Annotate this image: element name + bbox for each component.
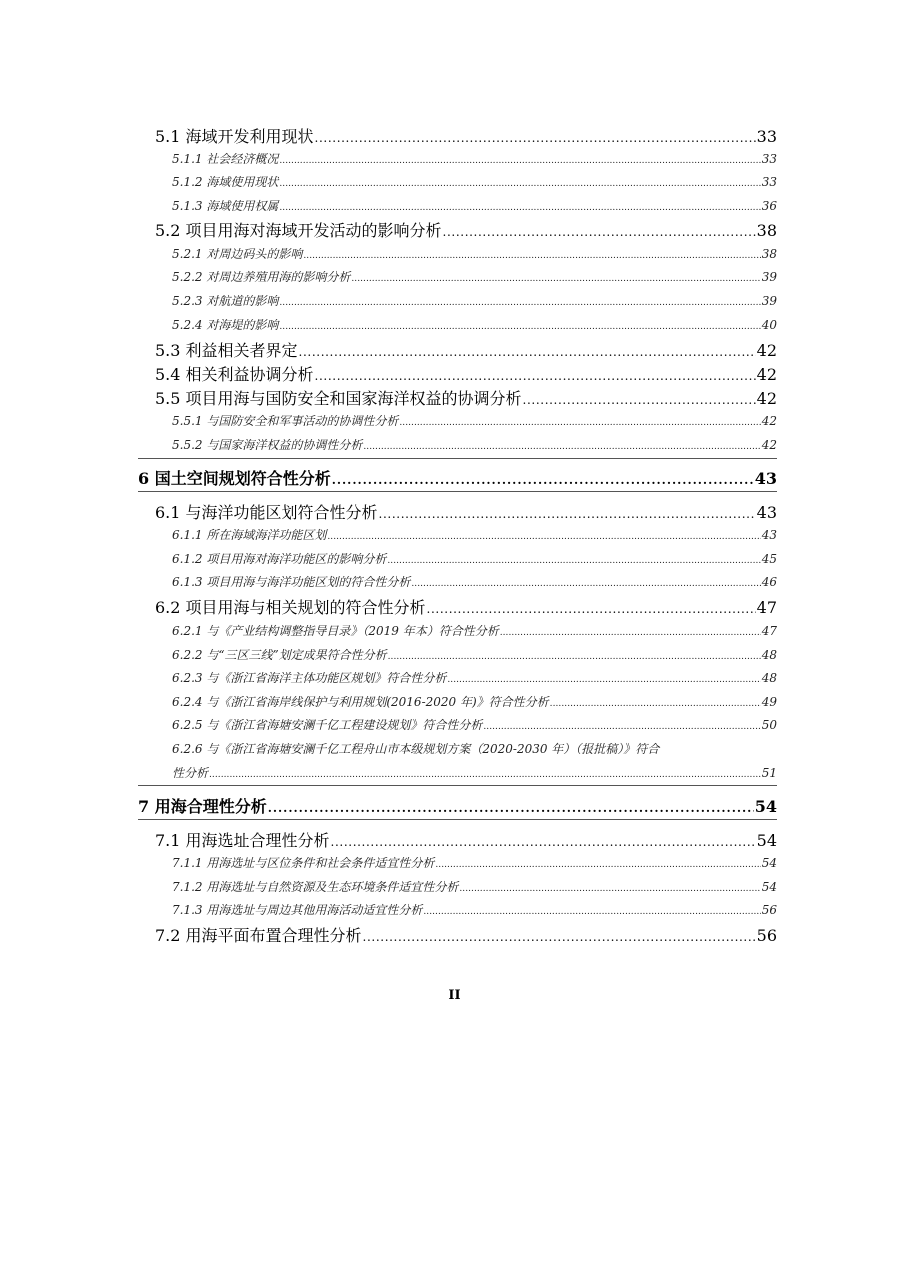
dot-leader: [327, 532, 760, 542]
toc-label: 7.1.1 用海选址与区位条件和社会条件适宜性分析: [172, 856, 435, 870]
toc-page-number: 42: [756, 341, 777, 360]
toc-label: 7.2 用海平面布置合理性分析: [155, 926, 362, 945]
toc-label: 6 国土空间规划符合性分析: [138, 469, 331, 488]
toc-page-number: 56: [761, 903, 777, 917]
toc-label: 5.3 利益相关者界定: [155, 341, 298, 360]
toc-label: 5.4 相关利益协调分析: [155, 365, 314, 384]
section-divider: [138, 491, 777, 492]
toc-label: 6.2.3 与《浙江省海洋主体功能区规划》符合性分析: [172, 671, 447, 685]
toc-label: 5.5.1 与国防安全和军事活动的协调性分析: [172, 414, 399, 428]
toc-entry-5-5[interactable]: [155, 386, 777, 408]
dot-leader: [411, 579, 760, 589]
toc-page-number: 43: [754, 469, 777, 488]
toc-label: 7.1.3 用海选址与周边其他用海活动适宜性分析: [172, 903, 423, 917]
dot-leader: [279, 298, 760, 308]
toc-entry-6-2-6-line1[interactable]: 6.2.6 与《浙江省海塘安澜千亿工程舟山市本级规划方案（2020-2030 年）（报批稿）》符合: [172, 742, 660, 756]
dot-leader: [387, 556, 760, 566]
toc-entry-6-2-3[interactable]: [172, 669, 777, 687]
toc-label: 5.5.2 与国家海洋权益的协调性分析: [172, 438, 363, 452]
toc-label: 6.1 与海洋功能区划符合性分析: [155, 503, 378, 522]
toc-page-number: 43: [761, 528, 777, 542]
toc-label: 6.1.3 项目用海与海洋功能区划的符合性分析: [172, 575, 411, 589]
toc-entry-5-4[interactable]: [155, 362, 777, 384]
toc-entry-5-2-4[interactable]: [172, 316, 777, 334]
toc-label: 6.1.2 项目用海对海洋功能区的影响分析: [172, 552, 387, 566]
toc-entry-5-1-3[interactable]: [172, 197, 777, 215]
toc-entry-5-1[interactable]: [155, 124, 777, 146]
dot-leader: [443, 225, 756, 239]
toc-page-number: 43: [756, 503, 777, 522]
toc-page-number: 39: [761, 270, 777, 284]
toc-entry-7-1-3[interactable]: [172, 901, 777, 919]
dot-leader: [363, 930, 756, 944]
toc-label: 6.2.5 与《浙江省海塘安澜千亿工程建设规划》符合性分析: [172, 718, 483, 732]
toc-label: 5.1.1 社会经济概况: [172, 152, 279, 166]
section-divider: [138, 458, 777, 459]
toc-page-number: 47: [756, 598, 777, 617]
toc-entry-7-1-1[interactable]: [172, 854, 777, 872]
dot-leader: [399, 418, 760, 428]
toc-entry-6-2-1[interactable]: [172, 622, 777, 640]
dot-leader: [423, 907, 760, 917]
toc-label: 5.2 项目用海对海域开发活动的影响分析: [155, 221, 442, 240]
toc-label: 5.2.1 对周边码头的影响: [172, 247, 303, 261]
toc-label: 5.1.3 海域使用权属: [172, 199, 279, 213]
page-number-footer: II: [448, 988, 461, 1003]
dot-leader: [279, 203, 760, 213]
toc-entry-7-1[interactable]: [155, 828, 777, 850]
toc-entry-7[interactable]: [138, 794, 777, 816]
toc-entry-5-2-2[interactable]: [172, 268, 777, 286]
toc-entry-7-2[interactable]: [155, 923, 777, 945]
dot-leader: [427, 602, 756, 616]
toc-label: 7.1.2 用海选址与自然资源及生态环境条件适宜性分析: [172, 880, 459, 894]
toc-label: 5.2.4 对海堤的影响: [172, 318, 279, 332]
toc-page-number: 33: [756, 127, 777, 146]
toc-page-number: 38: [756, 221, 777, 240]
toc-entry-6[interactable]: [138, 466, 777, 488]
toc-label: 6.2.4 与《浙江省海岸线保护与利用规划(2016-2020 年)》符合性分析: [172, 695, 549, 709]
dot-leader: [447, 675, 760, 685]
dot-leader: [303, 251, 760, 261]
toc-page-number: 38: [761, 247, 777, 261]
toc-entry-5-2[interactable]: [155, 218, 777, 240]
toc-page-number: 42: [756, 365, 777, 384]
toc-label: 性分析: [172, 766, 209, 780]
dot-leader: [279, 179, 760, 189]
toc-page-number: 54: [761, 880, 777, 894]
dot-leader: [315, 131, 756, 145]
toc-page-number: 36: [761, 199, 777, 213]
toc-label: 6.2.2 与“三区三线”划定成果符合性分析: [172, 648, 387, 662]
dot-leader: [363, 442, 760, 452]
toc-page-number: 48: [761, 648, 777, 662]
dot-leader: [523, 393, 756, 407]
toc-page-number: 48: [761, 671, 777, 685]
toc-page-number: 56: [756, 926, 777, 945]
toc-entry-6-1[interactable]: [155, 500, 777, 522]
toc-entry-5-3[interactable]: [155, 338, 777, 360]
section-divider: [138, 819, 777, 820]
toc-entry-6-2[interactable]: [155, 595, 777, 617]
toc-page-number: 54: [754, 797, 777, 816]
dot-leader: [550, 699, 761, 709]
dot-leader: [299, 345, 756, 359]
toc-page-number: 45: [761, 552, 777, 566]
toc-page-number: 42: [761, 414, 777, 428]
toc-entry-7-1-2[interactable]: [172, 878, 777, 896]
toc-page-number: 33: [761, 152, 777, 166]
toc-label: 7 用海合理性分析: [138, 797, 267, 816]
toc-label: 5.1.2 海域使用现状: [172, 175, 279, 189]
toc-page-number: 54: [756, 831, 777, 850]
toc-page-number: 49: [761, 695, 777, 709]
toc-entry-5-5-2[interactable]: [172, 436, 777, 454]
toc-label: 6.2.1 与《产业结构调整指导目录》（2019 年本）符合性分析: [172, 624, 499, 638]
dot-leader: [332, 473, 754, 487]
dot-leader: [500, 628, 761, 638]
toc-label: 5.2.3 对航道的影响: [172, 294, 279, 308]
dot-leader: [331, 835, 756, 849]
dot-leader: [279, 322, 760, 332]
toc-label: 5.5 项目用海与国防安全和国家海洋权益的协调分析: [155, 389, 522, 408]
toc-entry-5-5-1[interactable]: [172, 412, 777, 430]
toc-label: 6.2 项目用海与相关规划的符合性分析: [155, 598, 426, 617]
dot-leader: [315, 369, 756, 383]
toc-label: 7.1 用海选址合理性分析: [155, 831, 330, 850]
toc-page-number: 40: [761, 318, 777, 332]
toc-entry-6-1-2[interactable]: [172, 550, 777, 568]
dot-leader: [279, 156, 760, 166]
toc-page-number: 39: [761, 294, 777, 308]
toc-entry-6-1-1[interactable]: [172, 526, 777, 544]
section-divider: [138, 785, 777, 786]
toc-entry-5-2-1[interactable]: [172, 245, 777, 263]
toc-page-number: 54: [761, 856, 777, 870]
toc-entry-6-2-2[interactable]: [172, 646, 777, 664]
dot-leader: [351, 274, 760, 284]
dot-leader: [268, 801, 754, 815]
dot-leader: [379, 507, 756, 521]
toc-page-number: 42: [756, 389, 777, 408]
toc-entry-6-2-4[interactable]: [172, 693, 777, 711]
toc-label: 5.2.2 对周边养殖用海的影响分析: [172, 270, 351, 284]
toc-entry-6-2-6-line2[interactable]: [172, 764, 777, 782]
dot-leader: [388, 652, 761, 662]
toc-page-number: 46: [761, 575, 777, 589]
toc-entry-6-2-5[interactable]: [172, 716, 777, 734]
dot-leader: [483, 722, 760, 732]
toc-entry-5-1-1[interactable]: [172, 150, 777, 168]
dot-leader: [435, 860, 760, 870]
dot-leader: [459, 884, 760, 894]
toc-entry-5-1-2[interactable]: [172, 173, 777, 191]
toc-entry-6-1-3[interactable]: [172, 573, 777, 591]
dot-leader: [209, 770, 761, 780]
toc-page-number: 47: [761, 624, 777, 638]
toc-label: 6.1.1 所在海域海洋功能区划: [172, 528, 327, 542]
toc-page-number: 51: [761, 766, 777, 780]
toc-entry-5-2-3[interactable]: [172, 292, 777, 310]
toc-page-number: 33: [761, 175, 777, 189]
toc-page-number: 50: [761, 718, 777, 732]
toc-label: 5.1 海域开发利用现状: [155, 127, 314, 146]
toc-page-number: 42: [761, 438, 777, 452]
